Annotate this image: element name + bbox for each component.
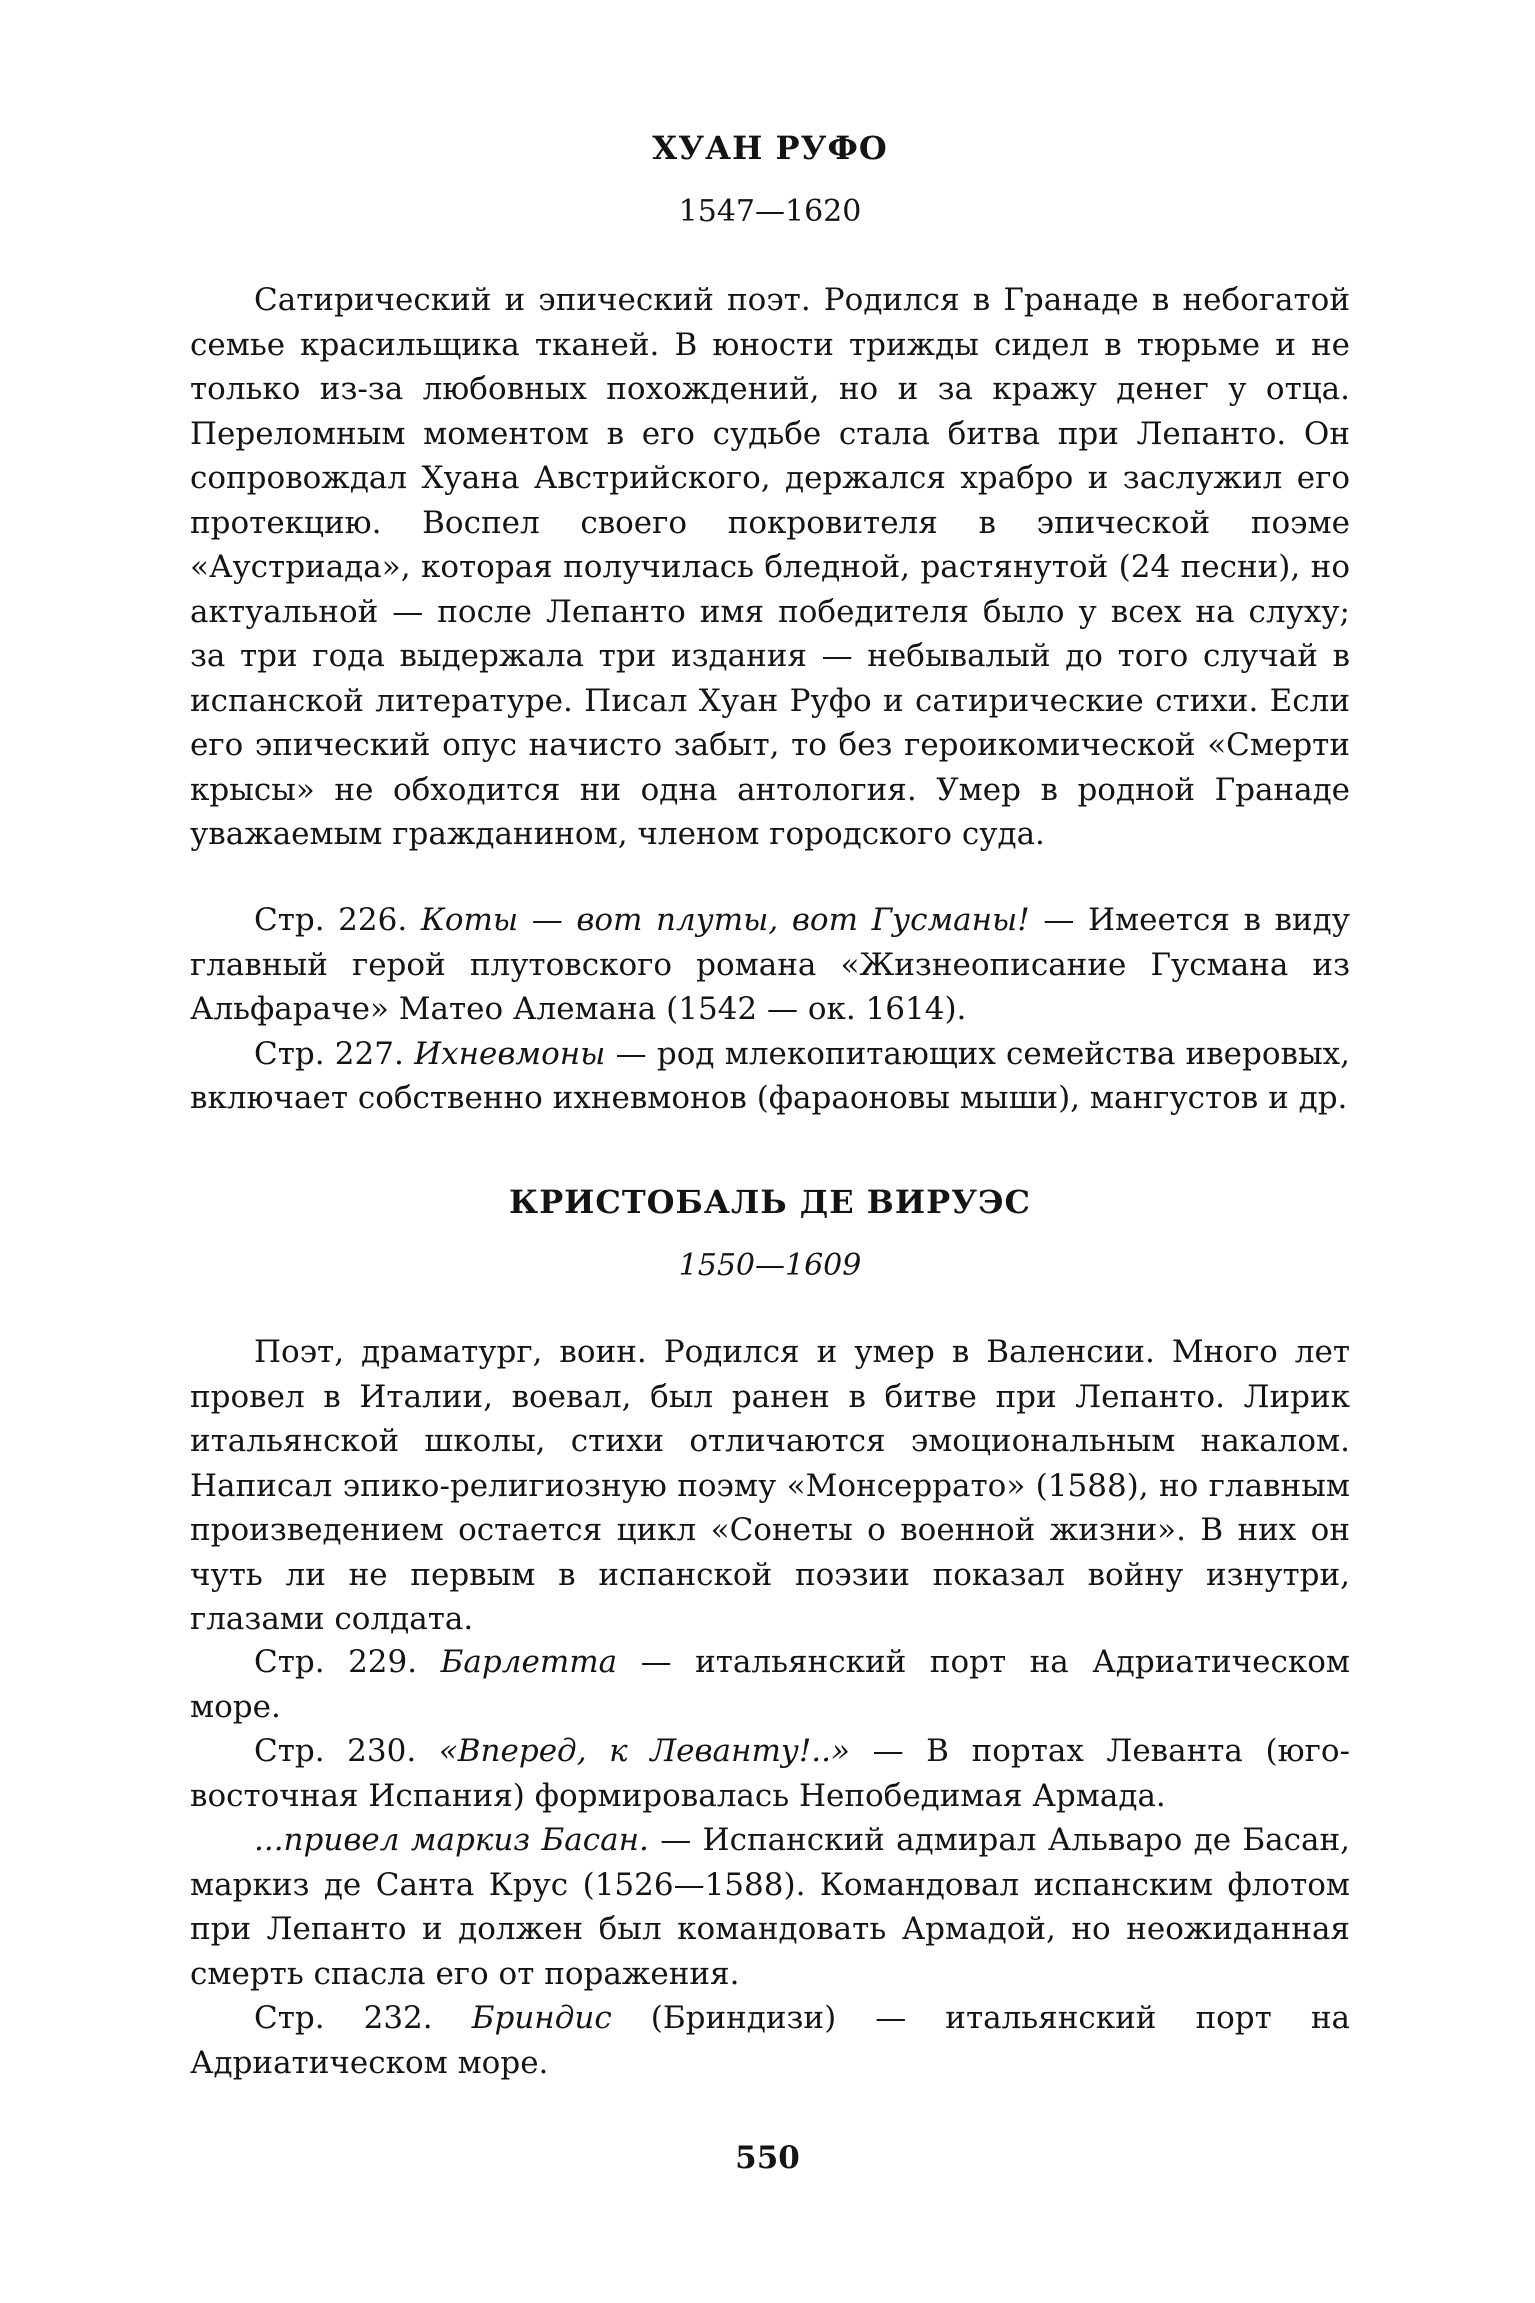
note-item [190,1996,1350,2085]
note-term: Бриндис [471,2000,612,2036]
note-item [190,1640,1350,1729]
bio-block [190,1330,1350,1642]
note-term: Коты — вот плуты, вот Гусманы! [420,902,1030,938]
note-ref: Стр. 229. [254,1644,418,1680]
bio-block [190,278,1350,857]
note-ref: Стр. 227. [254,1035,404,1072]
page-number: 550 [735,2140,800,2176]
note-term: Барлетта [440,1644,618,1680]
note-term: Ихневмоны [414,1035,606,1072]
note-text: — итальянский порт на Адриатическом море. [190,1644,1350,1725]
note-term: «Вперед, к Леванту!..» [438,1733,850,1769]
note-item [190,1729,1350,1818]
note-term: ...привел маркиз Басан. [254,1822,649,1858]
bio-paragraph: Сатирический и эпический поэт. Родился в Гранаде в небогатой семье красильщика тканей. В юности трижды сидел в тюрьме и не только из-за любовных похождений, но и за кражу денег у отца. Переломным моментом в его судьбе стала битва при Лепанто. Он сопровождал Хуана Австрийского, держался храбро и заслужил его протекцию. Воспел своего покровителя в эпической поэме «Аустриада», которая получилась бледной, растянутой (24 песни), но актуальной — после Лепанто имя победителя было у всех на слуху; за три года выдержала три издания — небывалый до того случай в испанской литературе. Писал Хуан Руфо и сатирические стихи. Если его эпический опус начисто забыт, то без героикомической «Смерти крысы» не обходится ни одна антология. Умер в родной Гранаде уважаемым гражданином, членом городского суда. [190,282,1350,852]
note-item [190,1032,1350,1121]
notes-block [190,898,1350,1121]
section-years-wrap [190,192,1350,232]
note-text: — Испанский адмирал Альваро де Басан, маркиз де Санта Крус (1526—1588). Командовал испанским флотом при Лепанто и должен был командовать Армадой, но неожиданная смерть спасла его от поражения. [190,1822,1350,1992]
note-text: — В портах Леванта (юго-восточная Испания) формировалась Непобедимая Армада. [190,1733,1350,1814]
note-ref: Стр. 226. [254,902,408,938]
note-ref: Стр. 230. [254,1733,417,1769]
bio-paragraph: Поэт, драматург, воин. Родился и умер в Валенсии. Много лет провел в Италии, воевал, был ранен в битве при Лепанто. Лирик итальянской школы, стихи отличаются эмоциональным накалом. Написал эпико-религиозную поэму «Монсеррато» (1588), но главным произведением остается цикл «Сонеты о военной жизни». В них он чуть ли не первым в испанской поэзии показал войну изнутри, глазами солдата. [190,1334,1350,1637]
section-years-wrap [190,1246,1350,1286]
note-item [190,898,1350,1032]
note-text: — род млекопитающих семейства иверовых, включает собственно ихневмонов (фараоновы мыши), мангустов и др. [190,1035,1350,1116]
note-text: — Имеется в виду главный герой плутовского романа «Жизнеописание Гусмана из Альфараче» Матео Алемана (1542 — ок. 1614). [190,902,1350,1027]
notes-block [190,1640,1350,2085]
note-item [190,1818,1350,1996]
section-heading: КРИСТОБАЛЬ ДЕ ВИРУЭС [508,1183,1032,1221]
note-ref: Стр. 232. [254,2000,433,2036]
note-text: (Бриндизи) — итальянский порт на Адриатическом море. [190,2000,1350,2081]
section-years: 1550—1609 [678,1248,862,1283]
section-juan-rufo [190,128,1350,168]
section-heading: ХУАН РУФО [652,129,888,167]
section-years: 1547—1620 [678,194,862,229]
section-viruez [190,1182,1350,1222]
